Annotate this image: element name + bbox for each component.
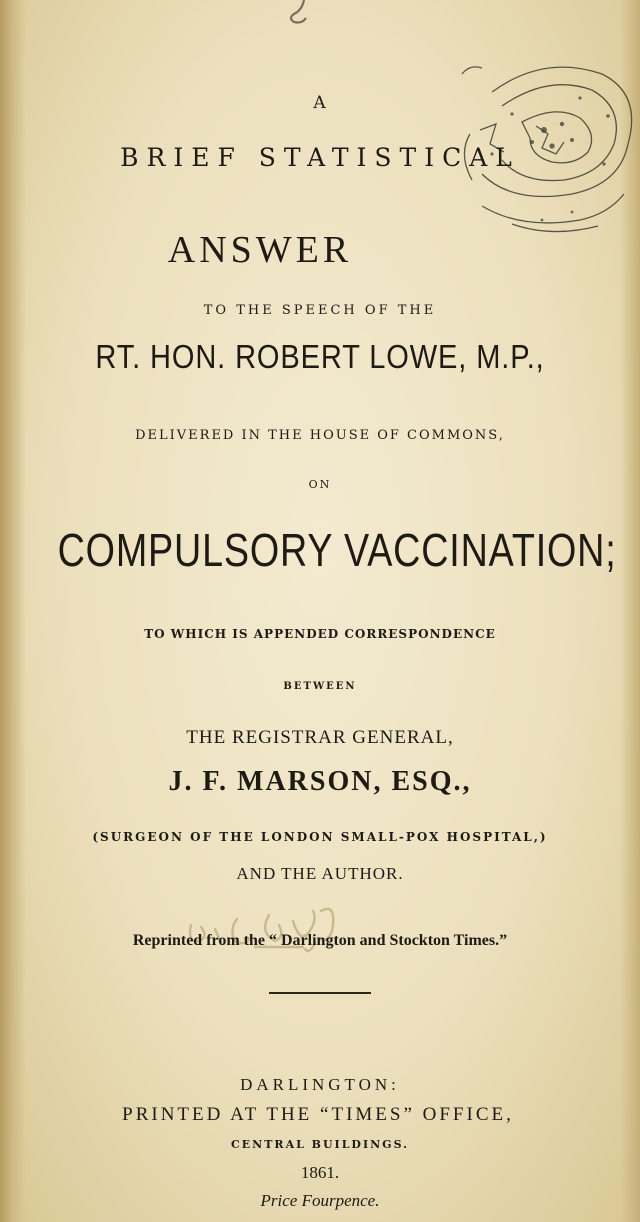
appended-line: TO WHICH IS APPENDED CORRESPONDENCE xyxy=(144,627,496,641)
title-line-2: ANSWER xyxy=(167,229,353,271)
imprint-year: 1861. xyxy=(300,1163,340,1182)
imprint-address: CENTRAL BUILDINGS. xyxy=(231,1138,409,1151)
title-article: A xyxy=(313,93,327,113)
imprint-printer: PRINTED AT THE “TIMES” OFFICE, xyxy=(122,1104,514,1125)
title-line-1: BRIEF STATISTICAL xyxy=(120,143,520,172)
party-marson-role: (SURGEON OF THE LONDON SMALL-POX HOSPITAL,) xyxy=(92,830,548,844)
top-pencil-mark xyxy=(284,0,314,50)
subject-heading: COMPULSORY VACCINATION; xyxy=(57,524,617,576)
party-registrar: THE REGISTRAR GENERAL, xyxy=(186,727,454,748)
divider-rule xyxy=(269,992,371,994)
between-line: BETWEEN xyxy=(283,681,357,692)
reprint-note: Reprinted from the “ Darlington and Stockton Times.” xyxy=(132,932,508,949)
party-author: AND THE AUTHOR. xyxy=(236,864,404,883)
intro-line: TO THE SPEECH OF THE xyxy=(203,303,437,318)
imprint-place: DARLINGTON: xyxy=(240,1075,400,1094)
price-line: Price Fourpence. xyxy=(260,1191,380,1210)
on-line: ON xyxy=(308,478,332,491)
party-marson: J. F. MARSON, ESQ., xyxy=(168,766,472,797)
page-edge-shadow-left xyxy=(0,0,26,1222)
delivered-line: DELIVERED IN THE HOUSE OF COMMONS, xyxy=(135,428,505,443)
speaker-name: RT. HON. ROBERT LOWE, M.P., xyxy=(95,338,545,375)
